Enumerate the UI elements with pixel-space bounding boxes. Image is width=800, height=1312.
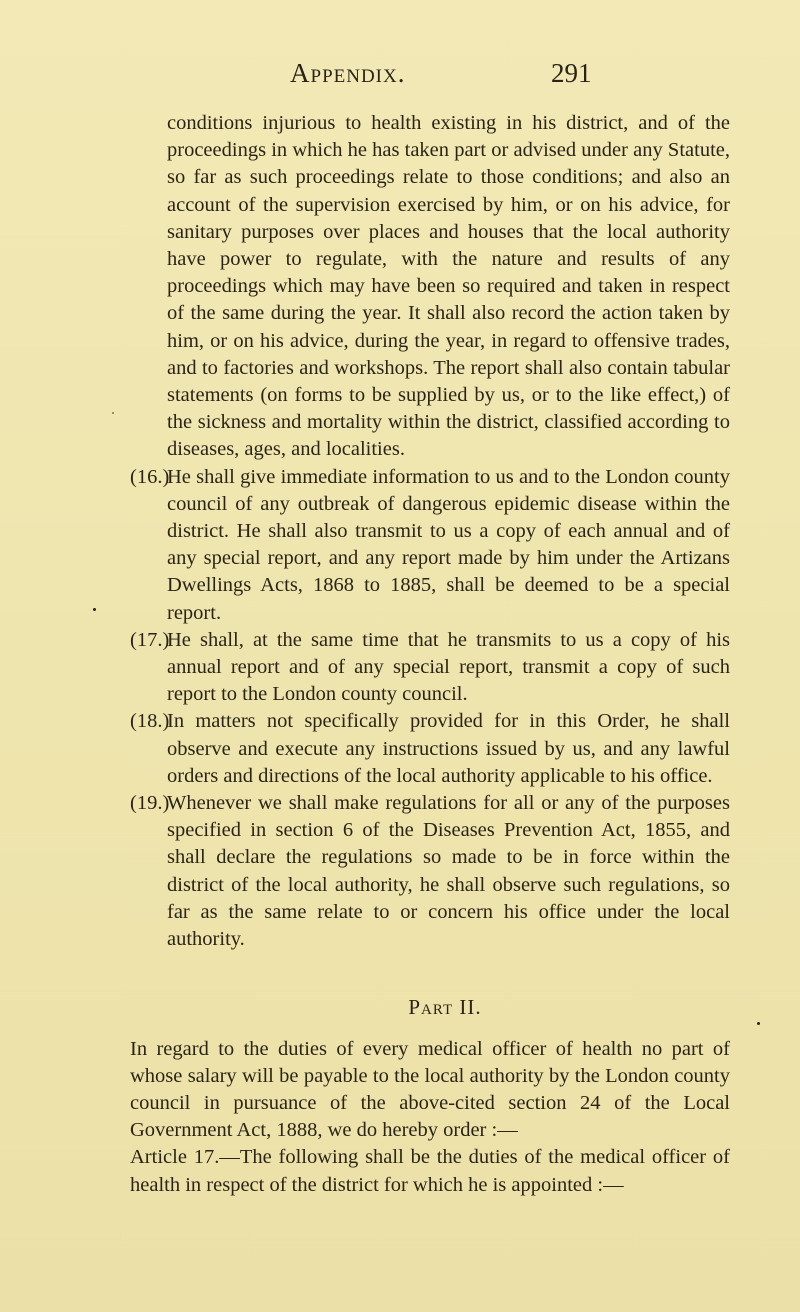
numbered-paragraph-18 <box>130 708 730 790</box>
article-paragraph: Article 17.—The following shall be the duties of the medical officer of health in respect of the district for which he is appointed :— <box>130 1146 730 1196</box>
paragraph-number: (19.) <box>130 792 170 815</box>
paragraph-number: (18.) <box>130 710 170 733</box>
paragraph-text: Whenever we shall make regulations for all or any of the purposes specified in section 6 of the Diseases Prevention Act, 1855, and shall declare the regulations so made to be in force within the district of the local authority, he shall observe such regulations, so far as the same relate to or concern his office under the local authority. <box>167 792 730 951</box>
numbered-paragraph-17 <box>130 627 730 709</box>
part-heading: Part II. <box>408 995 482 1020</box>
paragraph-number: (17.) <box>130 628 170 651</box>
running-head-title: Appendix. <box>290 58 406 88</box>
part-intro-paragraph: In regard to the duties of every medical officer of health no part of whose salary will be payable to the local authority by the London county council in pursuance of the above-cited section 24 of the Local Government Act, 1888, we do hereby order :— <box>130 1037 730 1142</box>
paragraph-text: He shall give immediate information to us and to the London county council of any outbreak of dangerous epidemic disease within the district. He shall also transmit to us a copy of each annual and of any special report, and any report made by him under the Artizans Dwellings Acts, 1868 to 1885, shall be deemed to be a special report. <box>167 465 730 624</box>
paper-speck <box>112 412 114 414</box>
continuation-paragraph: conditions injurious to health existing in his district, and of the proceedings in which he has taken part or advised under any Statute, so far as such proceedings relate to those conditions; and also an account of the supervision exercised by him, or on his advice, for sanitary purposes over places and houses that the local authority have power to regulate, with the nature and results of any proceedings which may have been so required and taken in respect of the same during the year. It shall also record the action taken by him, or on his advice, during the year, in regard to offensive trades, and to factories and workshops. The report shall also contain tabular statements (on forms to be supplied by us, or to the like effect,) of the sickness and mortality within the district, classified according to diseases, ages, and localities. <box>167 112 730 461</box>
paragraph-text: He shall, at the same time that he transmits to us a copy of his annual report and of any special report, transmit a copy of such report to the London county council. <box>167 628 730 706</box>
numbered-paragraph-19 <box>130 790 730 953</box>
numbered-paragraph-16 <box>130 464 730 627</box>
page-number: 291 <box>551 58 592 88</box>
paragraph-text: In matters not specifically provided for in this Order, he shall observe and execute any instructions issued by us, and any lawful orders and directions of the local authority applicable to his office. <box>167 710 730 787</box>
paper-speck <box>757 1022 760 1025</box>
paragraph-number: (16.) <box>130 465 170 488</box>
paper-speck <box>93 608 96 611</box>
running-head <box>0 58 800 94</box>
page-body <box>130 110 730 1199</box>
